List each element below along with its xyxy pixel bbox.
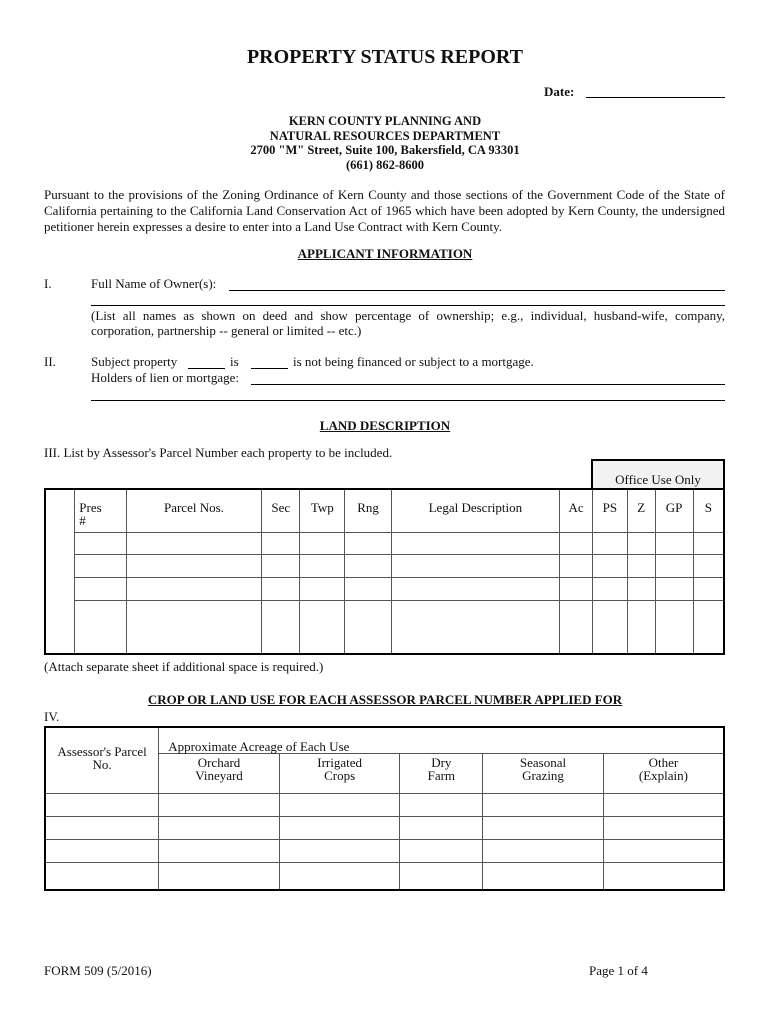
col-assessor-parcel: Assessor's Parcel No. (45, 727, 159, 794)
cell[interactable] (391, 577, 559, 600)
col-sec: Sec (262, 489, 300, 532)
land-description-heading: LAND DESCRIPTION (319, 418, 451, 433)
intro-paragraph: Pursuant to the provisions of the Zoning Ordinance of Kern County and those sections of the Government Code of the State of California pertaining to the California Land Conservation Act of 1965 which have been adopted by Kern County, the undersigned petitioner herein expresses a desire to enter into a Land Use Contract with Kern County. (44, 187, 725, 234)
cell[interactable] (560, 577, 593, 600)
department-phone: (661) 862-8600 (345, 157, 425, 172)
form-number: FORM 509 (5/2016) (44, 963, 152, 978)
cell[interactable] (483, 817, 604, 840)
owner-name-field[interactable] (229, 290, 725, 291)
cell[interactable] (279, 863, 400, 890)
cell[interactable] (279, 817, 400, 840)
lien-holders-label: Holders of lien or mortgage: (91, 370, 240, 385)
cell[interactable] (592, 554, 627, 577)
table-row (45, 794, 724, 817)
cell[interactable] (655, 532, 693, 554)
subject-property-label: Subject property (91, 354, 178, 369)
cell[interactable] (126, 600, 262, 654)
date-label: Date: (544, 84, 575, 99)
cell[interactable] (45, 794, 159, 817)
item-4-number: IV. (44, 709, 60, 724)
date-field[interactable] (586, 97, 725, 98)
lien-holders-field[interactable] (251, 384, 725, 385)
page-title: PROPERTY STATUS REPORT (246, 46, 524, 68)
financed-no-field[interactable] (251, 368, 288, 369)
financed-yes-field[interactable] (188, 368, 225, 369)
ownership-note: (List all names as shown on deed and show percentage of ownership; e.g., individual, husband-wife, company, corporation, partnership -- general or limited -- etc.) (91, 308, 725, 338)
page-number: Page 1 of 4 (589, 963, 648, 978)
cell[interactable] (693, 600, 724, 654)
parcel-table-header (45, 489, 724, 532)
cell[interactable] (483, 840, 604, 863)
cell[interactable] (627, 532, 655, 554)
cell[interactable] (75, 577, 126, 600)
table-row (45, 817, 724, 840)
cell[interactable] (391, 554, 559, 577)
crop-heading: CROP OR LAND USE FOR EACH ASSESSOR PARCEL NUMBER APPLIED FOR (147, 692, 623, 707)
cell[interactable] (159, 794, 280, 817)
col-other-explain: Other (Explain) (603, 754, 724, 794)
cell[interactable] (592, 532, 627, 554)
cell[interactable] (345, 532, 391, 554)
cell[interactable] (693, 532, 724, 554)
crop-table-header-top (45, 727, 724, 754)
cell[interactable] (400, 794, 483, 817)
cell[interactable] (126, 577, 262, 600)
department-line-1: KERN COUNTY PLANNING AND (288, 114, 482, 128)
cell[interactable] (345, 577, 391, 600)
col-rng: Rng (345, 489, 391, 532)
col-dry-farm: Dry Farm (400, 754, 483, 794)
item-1-number: I. (44, 276, 52, 291)
cell[interactable] (300, 554, 345, 577)
is-label: is (230, 354, 239, 369)
col-ac: Ac (560, 489, 593, 532)
cell[interactable] (300, 577, 345, 600)
cell[interactable] (483, 863, 604, 890)
financed-text: is not being financed or subject to a mortgage. (293, 354, 534, 369)
approx-acreage-header: Approximate Acreage of Each Use (159, 727, 724, 754)
office-use-header (591, 459, 725, 488)
col-gp: GP (655, 489, 693, 532)
cell[interactable] (126, 554, 262, 577)
department-line-2: NATURAL RESOURCES DEPARTMENT (269, 128, 501, 143)
cell[interactable] (400, 840, 483, 863)
cell[interactable] (560, 532, 593, 554)
table-row (45, 863, 724, 890)
cell[interactable] (655, 554, 693, 577)
cell[interactable] (693, 554, 724, 577)
cell[interactable] (345, 600, 391, 654)
cell[interactable] (75, 600, 126, 654)
col-irrigated-crops: Irrigated Crops (279, 754, 400, 794)
table-row (45, 532, 724, 554)
cell[interactable] (300, 532, 345, 554)
cell[interactable] (345, 554, 391, 577)
owner-name-label: Full Name of Owner(s): (91, 276, 217, 291)
cell[interactable] (603, 840, 724, 863)
cell[interactable] (262, 600, 300, 654)
col-pres: Pres # (75, 489, 126, 532)
item-2-number: II. (44, 354, 56, 369)
cell[interactable] (560, 600, 593, 654)
cell[interactable] (300, 600, 345, 654)
cell[interactable] (159, 817, 280, 840)
cell[interactable] (45, 863, 159, 890)
department-address: 2700 "M" Street, Suite 100, Bakersfield, CA 93301 (250, 143, 520, 157)
owner-name-field-2[interactable] (91, 305, 725, 306)
cell[interactable] (483, 794, 604, 817)
cell[interactable] (279, 840, 400, 863)
cell[interactable] (560, 554, 593, 577)
cell[interactable] (126, 532, 262, 554)
cell[interactable] (400, 863, 483, 890)
parcel-instruction: III. List by Assessor's Parcel Number each property to be included. (44, 445, 393, 460)
col-seasonal-grazing: Seasonal Grazing (483, 754, 604, 794)
cell[interactable] (159, 840, 280, 863)
table-row (45, 600, 724, 654)
cell[interactable] (45, 817, 159, 840)
crop-table (44, 726, 725, 891)
cell[interactable] (592, 600, 627, 654)
table-row (45, 577, 724, 600)
col-parcel-nos: Parcel Nos. (126, 489, 262, 532)
cell[interactable] (391, 600, 559, 654)
cell[interactable] (603, 817, 724, 840)
cell[interactable] (45, 840, 159, 863)
attach-sheet-note: (Attach separate sheet if additional space is required.) (44, 659, 324, 674)
cell[interactable] (262, 577, 300, 600)
cell[interactable] (75, 532, 126, 554)
table-row (45, 554, 724, 577)
lien-holders-field-2[interactable] (91, 400, 725, 401)
applicant-heading: APPLICANT INFORMATION (297, 246, 473, 261)
col-orchard-vineyard: Orchard Vineyard (159, 754, 280, 794)
parcel-table-margin (45, 489, 75, 654)
cell[interactable] (279, 794, 400, 817)
cell[interactable] (262, 554, 300, 577)
cell[interactable] (592, 577, 627, 600)
cell[interactable] (627, 600, 655, 654)
cell[interactable] (262, 532, 300, 554)
col-z: Z (627, 489, 655, 532)
col-twp: Twp (300, 489, 345, 532)
cell[interactable] (391, 532, 559, 554)
office-use-label: Office Use Only (615, 472, 701, 487)
cell[interactable] (400, 817, 483, 840)
cell[interactable] (693, 577, 724, 600)
department-block (0, 114, 770, 172)
cell[interactable] (75, 554, 126, 577)
col-s: S (693, 489, 724, 532)
cell[interactable] (603, 863, 724, 890)
cell[interactable] (159, 863, 280, 890)
cell[interactable] (627, 577, 655, 600)
table-row (45, 840, 724, 863)
col-ps: PS (592, 489, 627, 532)
cell[interactable] (603, 794, 724, 817)
cell[interactable] (655, 577, 693, 600)
cell[interactable] (655, 600, 693, 654)
col-legal-description: Legal Description (391, 489, 559, 532)
cell[interactable] (627, 554, 655, 577)
parcel-table (44, 488, 725, 655)
